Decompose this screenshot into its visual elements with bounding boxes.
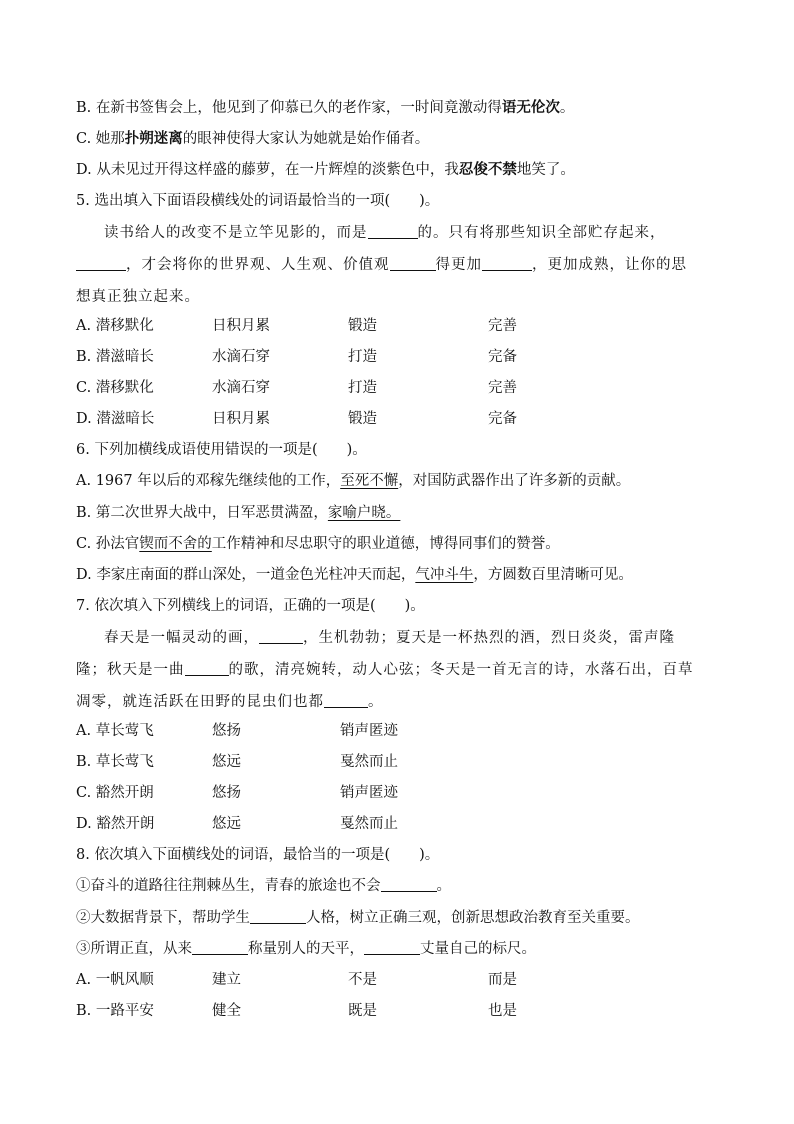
option-cell: B. 潜滋暗长 (76, 349, 154, 365)
q4-option-d-keyword: 忍俊不禁 (458, 161, 517, 178)
option-cell: 戛然而止 (340, 816, 398, 832)
q6-option-d-end: ，方圆数百里清晰可见。 (473, 567, 633, 583)
option-cell: 戛然而止 (340, 754, 398, 770)
option-cell: 日积月累 (212, 411, 270, 427)
answer-blank (185, 661, 229, 676)
option-cell: 悠远 (212, 816, 241, 832)
q4-option-c-text: C. 她那 (76, 131, 125, 147)
q6-option-b-underlined: 家喻户晓。 (327, 505, 401, 521)
answer-blank (368, 224, 418, 239)
q8-sentence-2 (76, 908, 640, 928)
option-cell: 既是 (348, 1003, 377, 1019)
option-cell: 完善 (488, 380, 517, 396)
q6-option-b (76, 503, 400, 523)
q4-option-d-end: 地笑了。 (516, 162, 575, 178)
q4-option-b-end: 。 (559, 100, 575, 116)
q6-option-a-end: ，对国防武器作出了许多新的贡献。 (398, 473, 631, 489)
option-cell: C. 豁然开朗 (76, 785, 154, 801)
q8-sentence-3 (76, 939, 536, 959)
q6-option-d-text: D. 李家庄南面的群山深处，一道金色光柱冲天而起， (76, 567, 416, 583)
q7-stem: 7. 依次填入下列横线上的词语，正确的一项是( )。 (76, 598, 425, 614)
q4-option-c (76, 129, 429, 149)
q6-option-a-text: A. 1967 年以后的邓稼先继续他的工作， (76, 473, 341, 489)
q5-stem: 5. 选出填入下面语段横线处的词语最恰当的一项( )。 (76, 193, 440, 209)
option-cell: 悠远 (212, 754, 241, 770)
q7-passage-text: 春天是一幅灵动的画， (104, 630, 259, 646)
q5-passage-line-1 (104, 223, 666, 243)
q5-passage-text: 的。只有将那些知识全部贮存起来， (417, 225, 666, 241)
q8-sentence-text: 人格，树立正确三观，创新思想政治教育至关重要。 (306, 910, 640, 926)
option-cell: 而是 (488, 972, 517, 988)
q8-sentence-text: ③所谓正直，从来 (76, 941, 192, 957)
q7-passage-line-1 (104, 628, 675, 648)
answer-blank (192, 940, 248, 955)
option-cell: 水滴石穿 (212, 380, 270, 396)
q6-option-b-text: B. 第二次世界大战中，日军恶贯满盈， (76, 505, 328, 521)
q7-passage-text: ，生机勃勃；夏天是一杯热烈的酒，烈日炎炎，雷声隆 (303, 630, 675, 646)
q4-option-c-keyword: 扑朔迷离 (124, 130, 183, 147)
option-cell: A. 一帆风顺 (76, 972, 154, 988)
option-cell: 水滴石穿 (212, 349, 270, 365)
option-cell: D. 豁然开朗 (76, 816, 155, 832)
option-cell: B. 一路平安 (76, 1003, 154, 1019)
q8-sentence-text: ①奋斗的道路往往荆棘丛生，青春的旅途也不会 (76, 878, 381, 894)
option-cell: 悠扬 (212, 723, 241, 739)
answer-blank (76, 256, 126, 271)
option-cell: 销声匿迹 (340, 723, 398, 739)
q6-option-c-underlined: 锲而不舍的 (139, 536, 212, 552)
answer-blank (324, 693, 368, 708)
option-cell: 锻造 (348, 318, 377, 334)
option-cell: 完备 (488, 411, 517, 427)
q7-passage-text: 的歌，清亮婉转，动人心弦；冬天是一首无言的诗，水落石出，百草 (228, 662, 694, 678)
q7-passage-text: 凋零，就连活跃在田野的昆虫们也都 (76, 694, 324, 710)
q5-passage-line-2 (76, 255, 687, 275)
q8-sentence-text: 丈量自己的标尺。 (420, 941, 536, 957)
option-cell: A. 潜移默化 (76, 318, 154, 334)
q6-option-d (76, 565, 633, 585)
option-cell: 销声匿迹 (340, 785, 398, 801)
option-cell: 健全 (212, 1003, 241, 1019)
option-cell: 日积月累 (212, 318, 270, 334)
q7-passage-line-3 (76, 692, 384, 712)
q8-stem: 8. 依次填入下面横线处的词语，最恰当的一项是( )。 (76, 847, 440, 863)
q6-option-c-text: C. 孙法官 (76, 536, 140, 552)
answer-blank (259, 629, 303, 644)
option-cell: 完善 (488, 318, 517, 334)
q8-sentence-1 (76, 876, 451, 896)
option-cell: A. 草长莺飞 (76, 723, 154, 739)
option-cell: 锻造 (348, 411, 377, 427)
q4-option-d-text: D. 从未见过开得这样盛的藤萝，在一片辉煌的淡紫色中，我 (76, 162, 459, 178)
option-cell: 打造 (348, 349, 377, 365)
q4-option-c-end: 的眼神使得大家认为她就是始作俑者。 (182, 131, 430, 147)
q4-option-b-text: B. 在新书签售会上，他见到了仰慕已久的老作家，一时间竟激动得 (76, 100, 502, 116)
answer-blank (364, 940, 420, 955)
q7-passage-text: 。 (368, 694, 384, 710)
q8-sentence-text: 。 (436, 878, 451, 894)
answer-blank (250, 909, 306, 924)
answer-blank (482, 256, 532, 271)
option-cell: D. 潜滋暗长 (76, 411, 155, 427)
q6-option-c (76, 534, 560, 554)
q6-option-a (76, 471, 630, 491)
option-cell: 不是 (348, 972, 377, 988)
q6-option-c-end: 工作精神和尽忠职守的职业道德，博得同事们的赞誉。 (211, 536, 560, 552)
q5-passage-text: ，更加成熟，让你的思 (532, 257, 687, 273)
option-cell: B. 草长莺飞 (76, 754, 154, 770)
q7-passage-line-2 (76, 660, 694, 680)
q6-option-d-underlined: 气冲斗牛 (415, 567, 474, 583)
q8-sentence-text: 称量别人的天平， (248, 941, 364, 957)
q4-option-d (76, 160, 575, 180)
option-cell: C. 潜移默化 (76, 380, 154, 396)
q7-passage-text: 隆；秋天是一曲 (76, 662, 185, 678)
q5-passage-text: 得更加 (435, 257, 482, 273)
q5-passage-line-3: 想真正独立起来。 (76, 289, 200, 305)
q4-option-b (76, 98, 574, 118)
q4-option-b-keyword: 语无伦次 (501, 99, 560, 116)
q6-option-a-underlined: 至死不懈 (340, 473, 399, 489)
option-cell: 打造 (348, 380, 377, 396)
option-cell: 建立 (212, 972, 241, 988)
option-cell: 也是 (488, 1003, 517, 1019)
q8-sentence-text: ②大数据背景下，帮助学生 (76, 910, 250, 926)
q5-passage-text: 读书给人的改变不是立竿见影的，而是 (104, 225, 368, 241)
answer-blank (381, 877, 437, 892)
q6-stem: 6. 下列加横线成语使用错误的一项是( )。 (76, 442, 367, 458)
option-cell: 悠扬 (212, 785, 241, 801)
option-cell: 完备 (488, 349, 517, 365)
q5-passage-text: ，才会将你的世界观、人生观、价值观 (126, 257, 390, 273)
answer-blank (390, 256, 436, 271)
